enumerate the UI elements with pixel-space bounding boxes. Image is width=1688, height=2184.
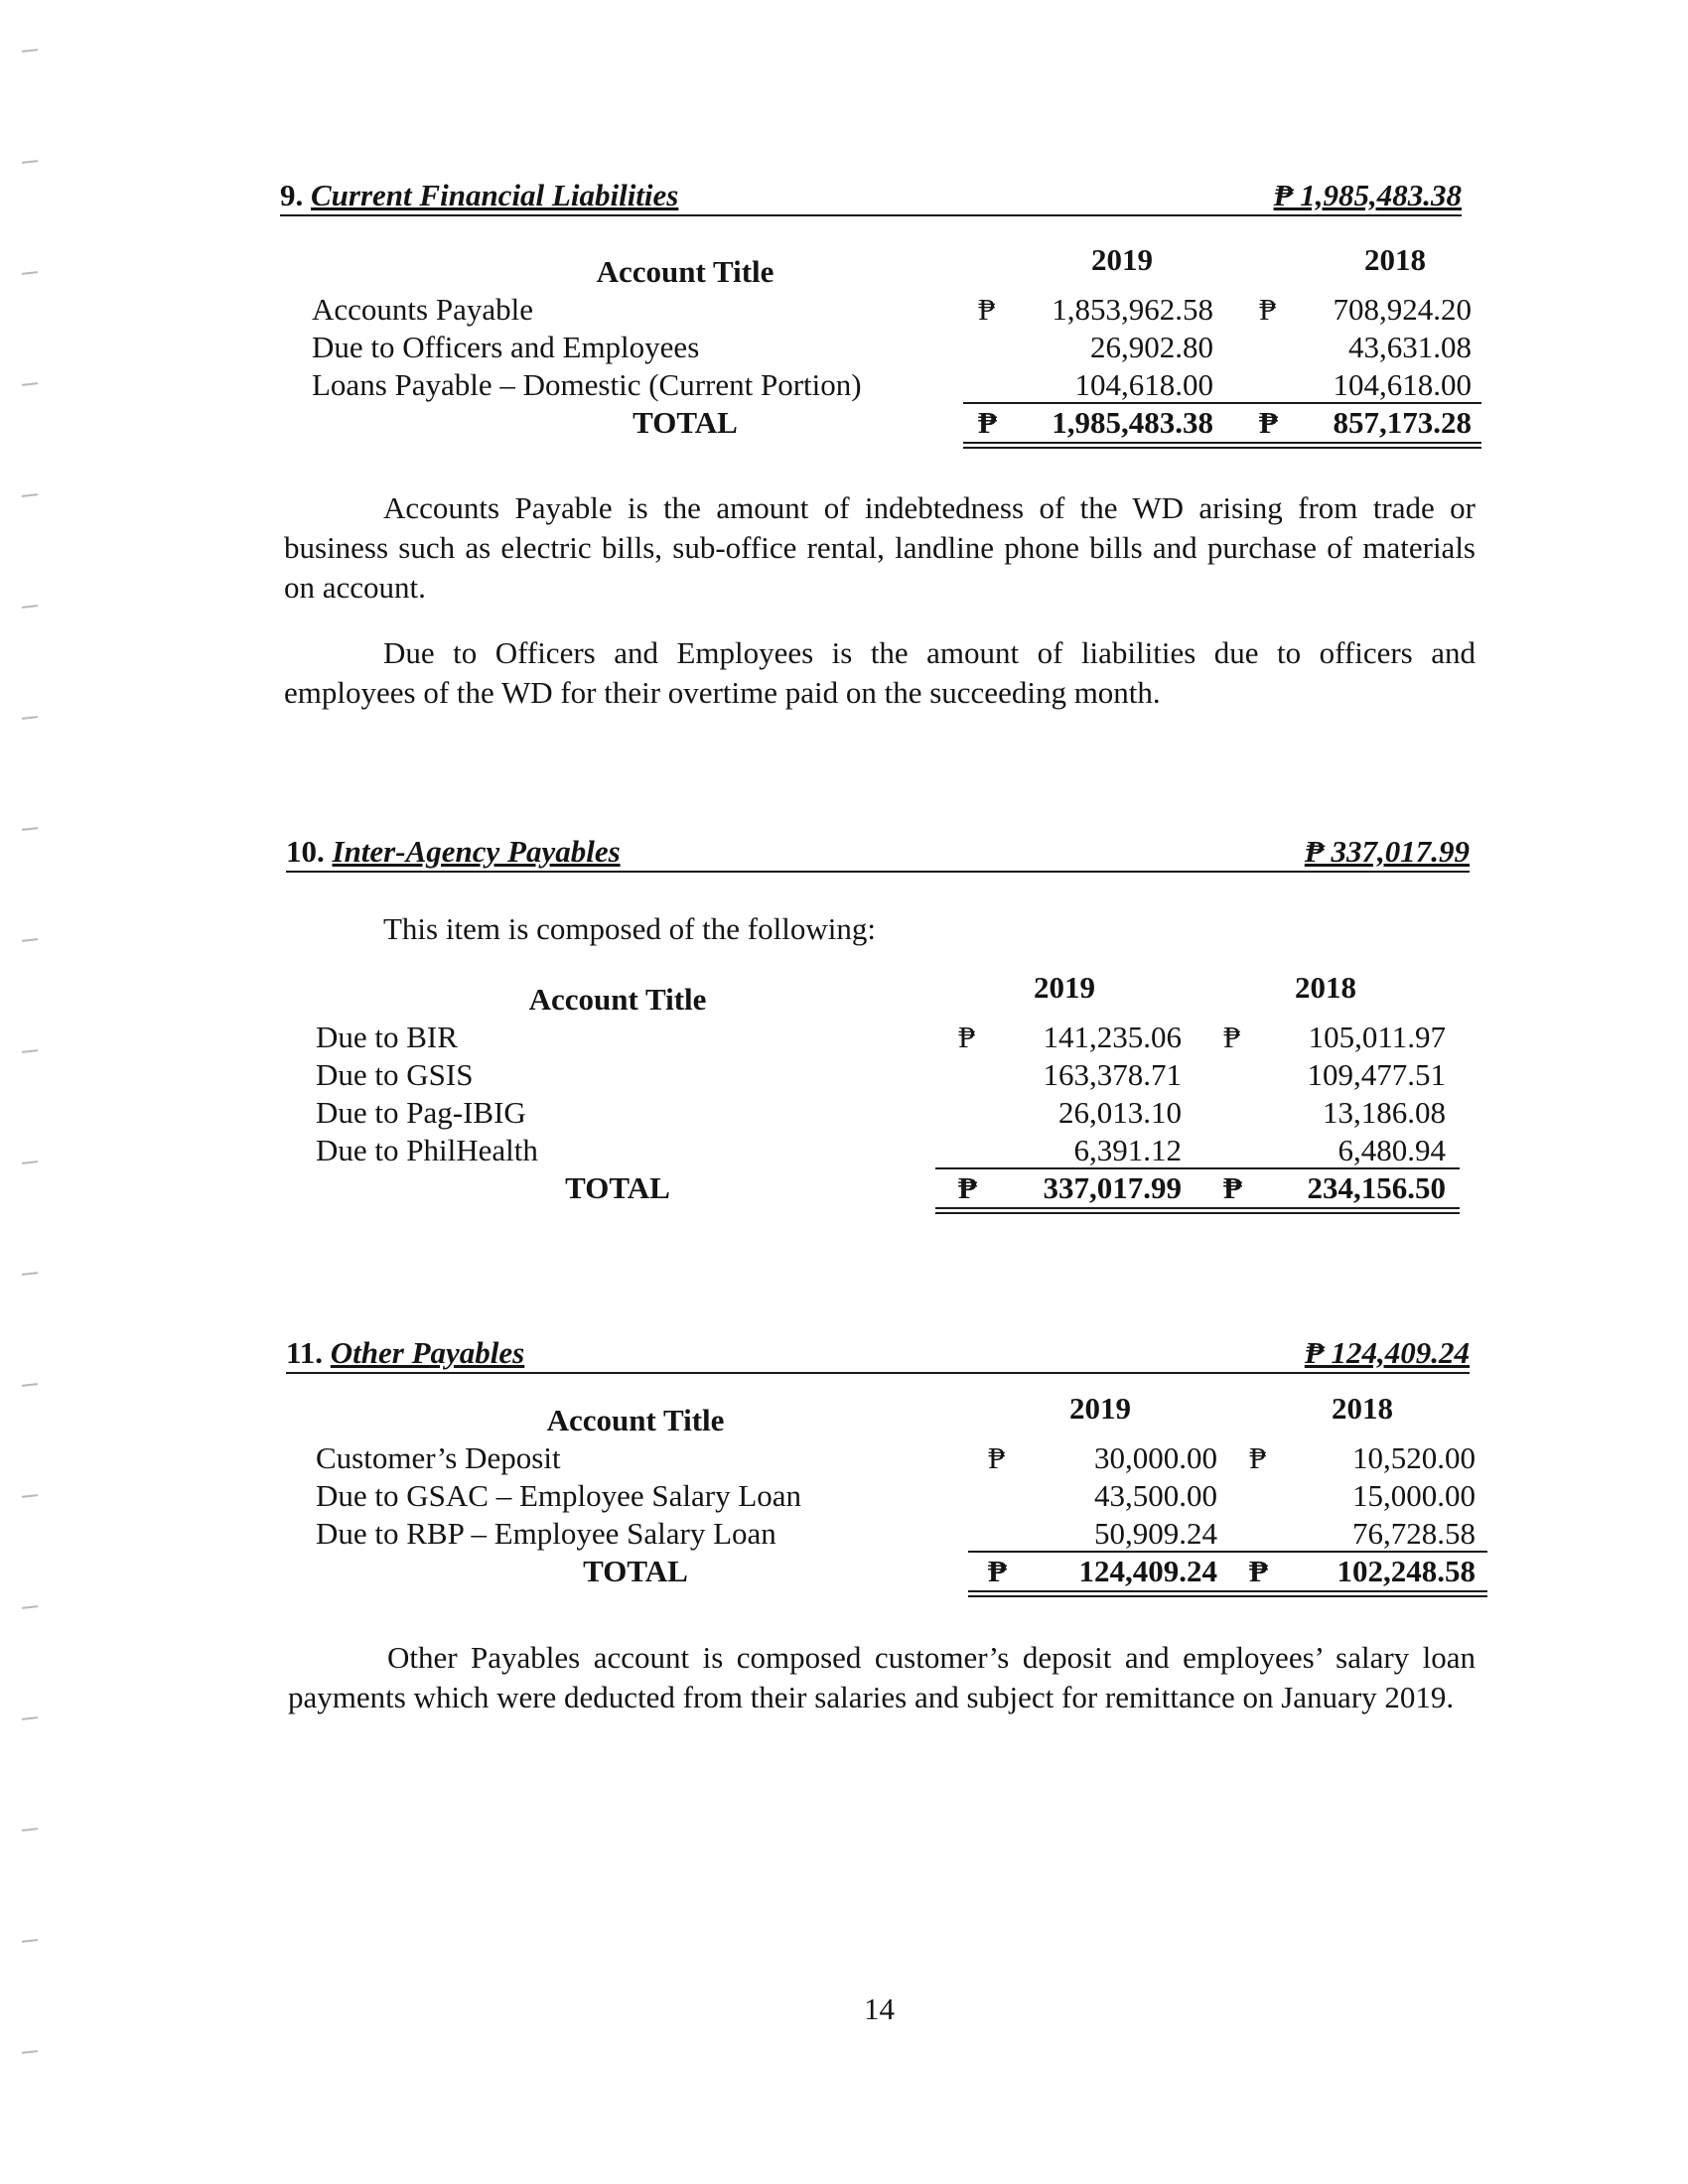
header-year-2019: 2019 <box>1091 242 1153 277</box>
paragraph-other-payables: Other Payables account is composed customer’s deposit and employees’ salary loan payments which were deducted from their salaries and subject for remittance on January 2019. <box>288 1640 1476 1714</box>
section-title: 10. Inter-Agency Payables <box>286 834 621 869</box>
peso-sign: ₱ <box>1223 1170 1242 1205</box>
total-2018: 234,156.50 <box>1307 1170 1446 1205</box>
total-double-rule <box>968 1590 1487 1597</box>
total-label: TOTAL <box>583 1554 688 1588</box>
peso-sign: ₱ <box>978 292 996 327</box>
account-name: Due to BIR <box>316 1020 458 1054</box>
total-2018: 102,248.58 <box>1336 1554 1476 1588</box>
amount-2019: 1,853,962.58 <box>1052 292 1213 327</box>
total-2019: 337,017.99 <box>1043 1170 1182 1205</box>
edge-mark <box>22 49 38 53</box>
peso-sign: ₱ <box>1223 1020 1241 1054</box>
paragraph-due-to-officers: Due to Officers and Employees is the amount of liabilities due to officers and employees of the WD for their overtime paid on the succeeding month. <box>284 635 1476 710</box>
edge-mark <box>22 271 38 275</box>
section-amount: ₱ 1,985,483.38 <box>1273 178 1462 212</box>
section-heading <box>286 827 1470 873</box>
header-year-2018: 2018 <box>1295 970 1356 1005</box>
account-name: Due to PhilHealth <box>316 1133 538 1167</box>
peso-sign: ₱ <box>1259 292 1277 327</box>
header-year-2019: 2019 <box>1069 1391 1131 1426</box>
header-year-2018: 2018 <box>1332 1391 1393 1426</box>
edge-mark <box>22 1605 38 1609</box>
edge-mark <box>22 1494 38 1498</box>
page-number: 14 <box>864 1991 895 2026</box>
edge-mark <box>22 1716 38 1720</box>
section-title: 9. Current Financial Liabilities <box>280 178 679 212</box>
section-heading <box>280 171 1462 216</box>
edge-mark <box>22 1049 38 1053</box>
amount-2019: 26,013.10 <box>1058 1095 1182 1130</box>
scan-edge-marks <box>0 0 60 2184</box>
edge-mark <box>22 493 38 497</box>
account-name: Loans Payable – Domestic (Current Portion) <box>312 367 862 402</box>
peso-sign: ₱ <box>988 1554 1007 1588</box>
account-name: Due to GSAC – Employee Salary Loan <box>316 1478 802 1513</box>
edge-mark <box>22 1272 38 1276</box>
account-name: Due to Officers and Employees <box>312 330 700 364</box>
amount-2019: 43,500.00 <box>1094 1478 1217 1513</box>
amount-2018: 708,924.20 <box>1333 292 1472 327</box>
amount-2018: 13,186.08 <box>1323 1095 1446 1130</box>
section-heading <box>286 1328 1470 1374</box>
peso-sign: ₱ <box>1249 1440 1267 1475</box>
amount-2018: 43,631.08 <box>1348 330 1472 364</box>
section-amount: ₱ 124,409.24 <box>1304 1335 1470 1370</box>
edge-mark <box>22 1160 38 1164</box>
total-double-rule <box>935 1207 1460 1214</box>
peso-sign: ₱ <box>958 1020 976 1054</box>
total-label: TOTAL <box>565 1170 670 1205</box>
edge-mark <box>22 382 38 386</box>
edge-mark <box>22 2050 38 2054</box>
amount-2018: 15,000.00 <box>1352 1478 1476 1513</box>
header-year-2018: 2018 <box>1364 242 1426 277</box>
edge-mark <box>22 605 38 609</box>
amount-2019: 141,235.06 <box>1043 1020 1182 1054</box>
amount-2018: 10,520.00 <box>1352 1440 1476 1475</box>
amount-2018: 76,728.58 <box>1352 1516 1476 1551</box>
amount-2018: 104,618.00 <box>1333 367 1472 402</box>
edge-mark <box>22 1939 38 1943</box>
amount-2019: 104,618.00 <box>1074 367 1213 402</box>
amount-2019: 6,391.12 <box>1073 1133 1182 1167</box>
peso-sign: ₱ <box>988 1440 1006 1475</box>
account-name: Customer’s Deposit <box>316 1440 561 1475</box>
total-2018: 857,173.28 <box>1333 405 1472 440</box>
peso-sign: ₱ <box>978 405 997 440</box>
total-double-rule <box>963 442 1481 449</box>
amount-2018: 105,011.97 <box>1308 1020 1446 1054</box>
paragraph-accounts-payable: Accounts Payable is the amount of indebtedness of the WD arising from trade or business such as electric bills, sub-office rental, landline phone bills and purchase of materials on account. <box>284 490 1476 605</box>
peso-sign: ₱ <box>1259 405 1278 440</box>
edge-mark <box>22 827 38 831</box>
edge-mark <box>22 1383 38 1387</box>
section-intro: This item is composed of the following: <box>383 911 876 946</box>
account-name: Due to Pag-IBIG <box>316 1095 526 1130</box>
total-2019: 1,985,483.38 <box>1052 405 1213 440</box>
amount-2019: 26,902.80 <box>1090 330 1213 364</box>
edge-mark <box>22 716 38 720</box>
amount-2019: 50,909.24 <box>1094 1516 1217 1551</box>
account-name: Due to GSIS <box>316 1057 474 1092</box>
peso-sign: ₱ <box>1249 1554 1268 1588</box>
edge-mark <box>22 938 38 942</box>
header-account-title: Account Title <box>596 254 774 289</box>
amount-2019: 30,000.00 <box>1094 1440 1217 1475</box>
amount-2018: 109,477.51 <box>1307 1057 1446 1092</box>
account-name: Due to RBP – Employee Salary Loan <box>316 1516 776 1551</box>
peso-sign: ₱ <box>958 1170 977 1205</box>
total-2019: 124,409.24 <box>1078 1554 1217 1588</box>
amount-2018: 6,480.94 <box>1337 1133 1446 1167</box>
edge-mark <box>22 1828 38 1832</box>
amount-2019: 163,378.71 <box>1043 1057 1182 1092</box>
section-title: 11. Other Payables <box>286 1335 525 1370</box>
total-label: TOTAL <box>633 405 738 440</box>
edge-mark <box>22 160 38 164</box>
header-year-2019: 2019 <box>1034 970 1095 1005</box>
header-account-title: Account Title <box>528 982 707 1017</box>
header-account-title: Account Title <box>546 1403 725 1437</box>
account-name: Accounts Payable <box>312 292 533 327</box>
section-amount: ₱ 337,017.99 <box>1304 834 1470 869</box>
